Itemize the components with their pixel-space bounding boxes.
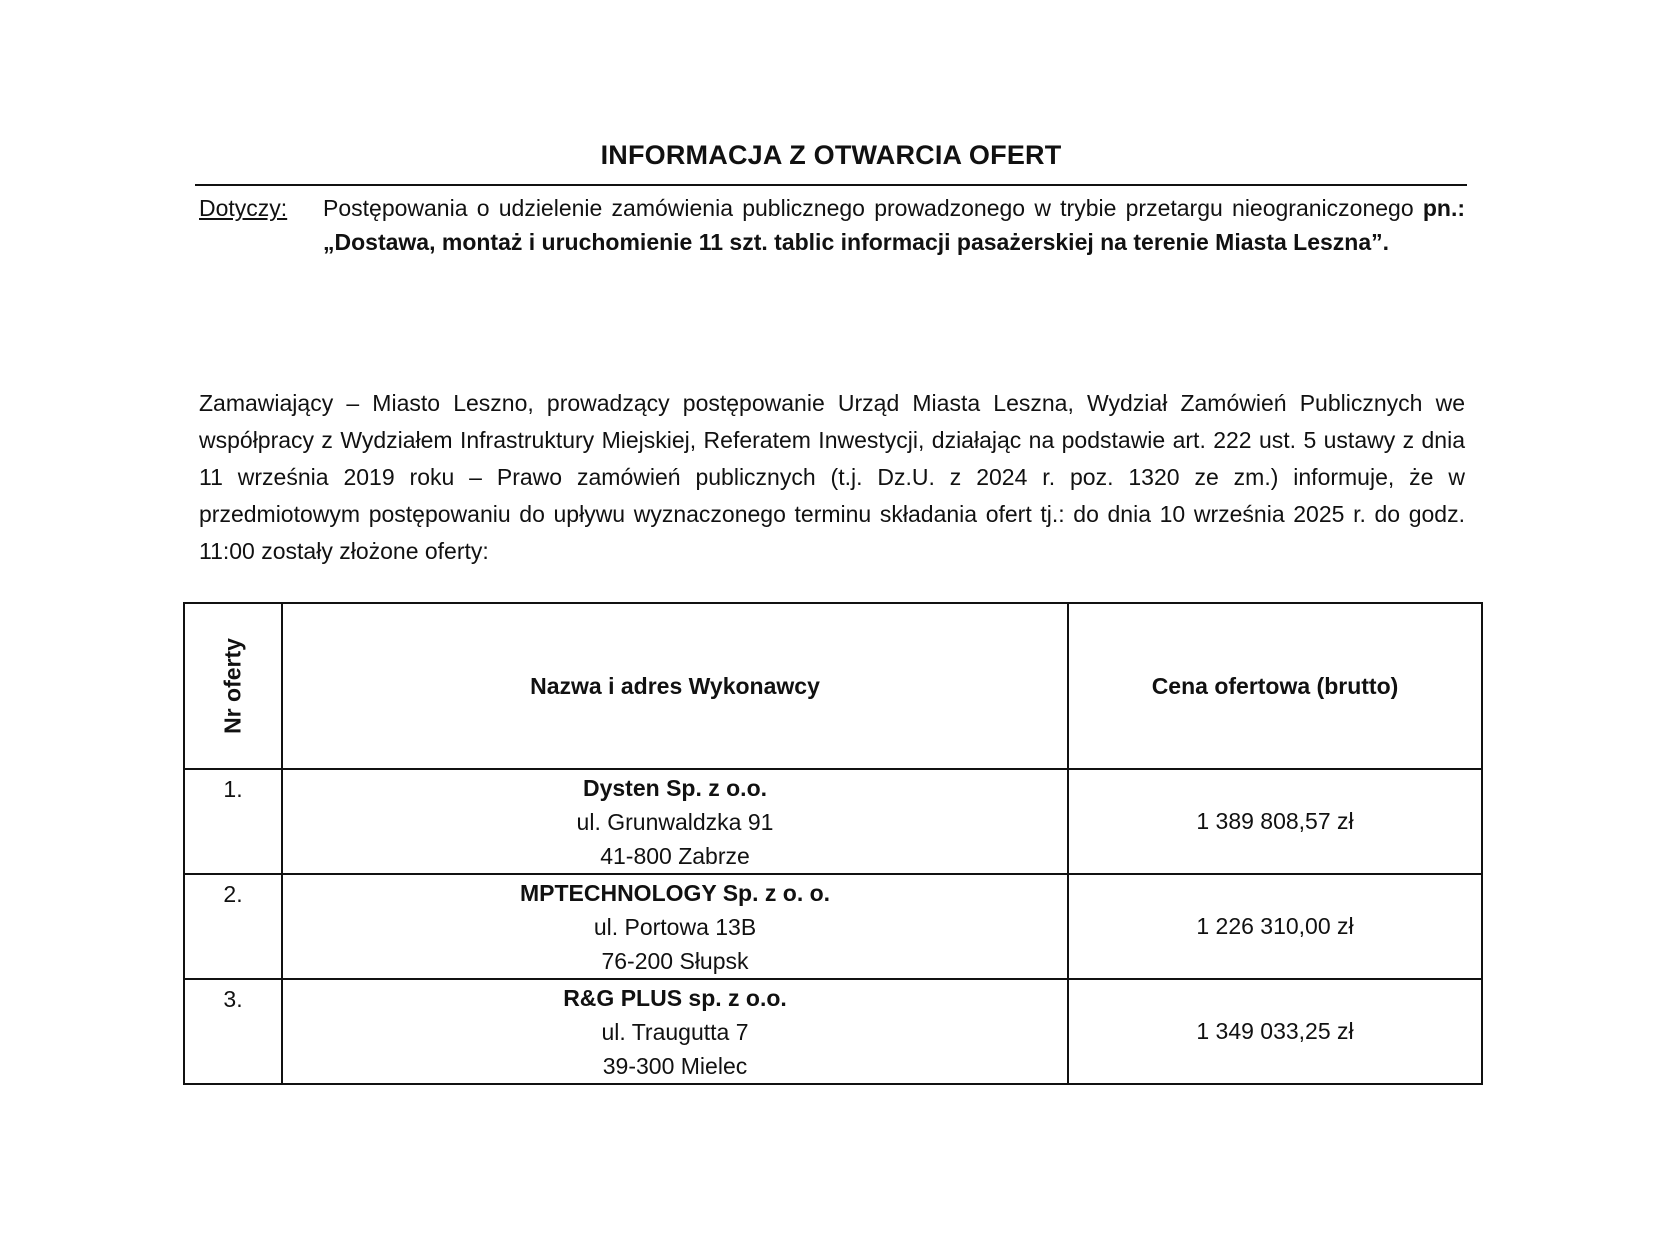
header-nr-oferty: Nr oferty [219,638,246,734]
contractor-street: ul. Portowa 13B [593,914,757,940]
row-price: 1 349 033,25 zł [1068,979,1482,1084]
row-nr: 2. [184,874,282,979]
subject-text [323,191,1465,259]
row-price: 1 389 808,57 zł [1068,769,1482,874]
contractor-city: 41-800 Zabrze [600,843,750,869]
contractor-city: 76-200 Słupsk [601,948,749,974]
table-header-row [184,603,1482,769]
row-nr: 1. [184,769,282,874]
row-contractor [282,769,1068,874]
subject-label: Dotyczy: [199,195,288,221]
header-wykonawca: Nazwa i adres Wykonawcy [282,603,1068,769]
document-title: INFORMACJA Z OTWARCIA OFERT [600,140,1062,170]
header-cena: Cena ofertowa (brutto) [1068,603,1482,769]
contractor-city: 39-300 Mielec [602,1053,748,1079]
header-nr-cell [184,603,282,769]
subject-text-bold: pn.: „Dostawa, montaż i uruchomienie 11 szt. tablic informacji pasażerskiej na terenie Miasta Leszna”. [323,195,1465,255]
table-row [184,769,1482,874]
row-contractor [282,979,1068,1084]
table-row [184,979,1482,1084]
row-nr: 3. [184,979,282,1084]
title-underline [195,184,1467,186]
table-row [184,874,1482,979]
offers-table [183,602,1483,1085]
contractor-street: ul. Grunwaldzka 91 [576,809,774,835]
contractor-name: MPTECHNOLOGY Sp. z o. o. [519,880,831,906]
subject-text-plain: Postępowania o udzielenie zamówienia publicznego prowadzonego w trybie przetargu nieograniczonego [323,195,1423,221]
row-contractor [282,874,1068,979]
contractor-name: R&G PLUS sp. z o.o. [563,985,787,1011]
intro-paragraph: Zamawiający – Miasto Leszno, prowadzący postępowanie Urząd Miasta Leszna, Wydział Zamówień Publicznych we współpracy z Wydziałem Infrastruktury Miejskiej, Referatem Inwestycji, działając na podstawie art. 222 ust. 5 ustawy z dnia 11 września 2019 roku – Prawo zamówień publicznych (t.j. Dz.U. z 2024 r. poz. 1320 ze zm.) informuje, że w przedmiotowym postępowaniu do upływu wyznaczonego terminu składania ofert tj.: do dnia 10 września 2025 r. do godz. 11:00 zostały złożone oferty: [199,390,1465,564]
contractor-name: Dysten Sp. z o.o. [582,775,768,801]
contractor-street: ul. Traugutta 7 [601,1019,749,1045]
row-price: 1 226 310,00 zł [1068,874,1482,979]
